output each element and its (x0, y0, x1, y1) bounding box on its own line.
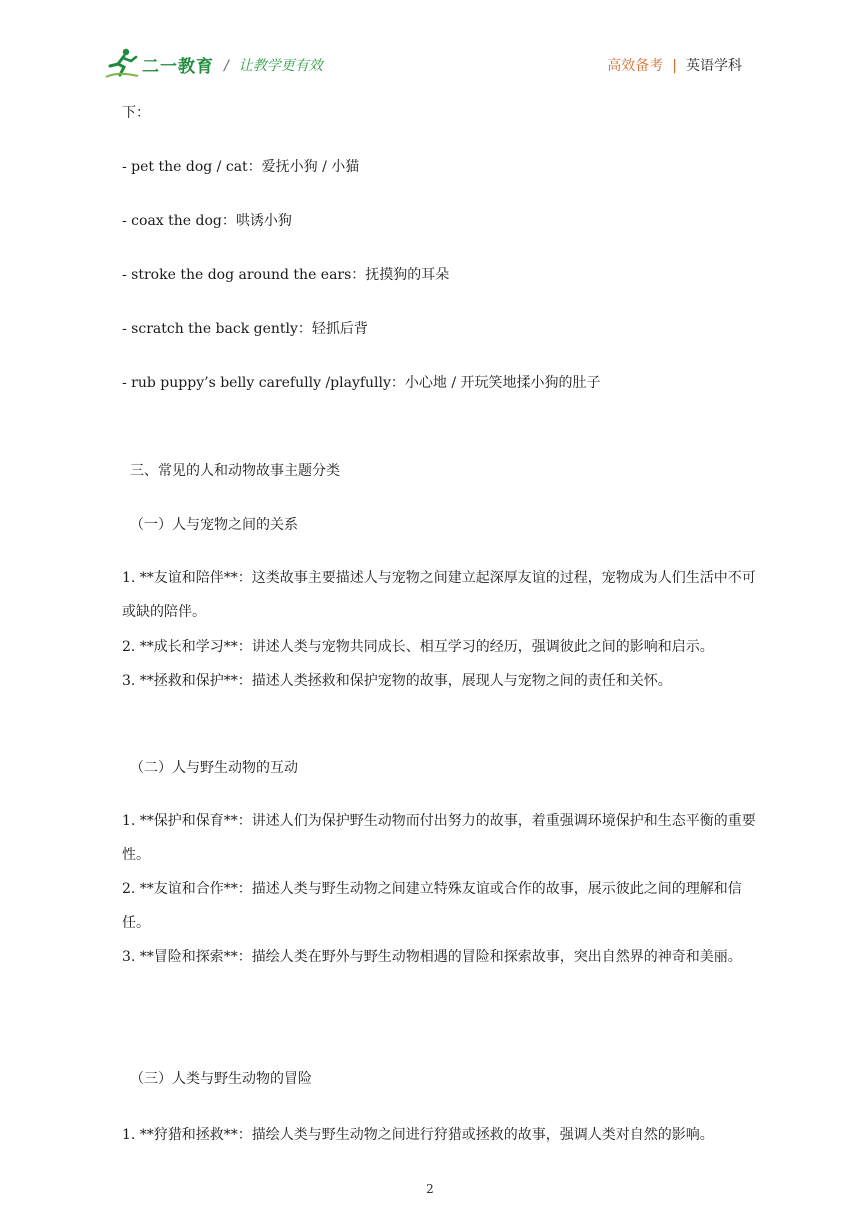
list-item: 1. **友谊和陪伴**：这类故事主要描述人与宠物之间建立起深厚友谊的过程，宠物成为人们生活中不可或缺的陪伴。 (122, 570, 756, 620)
header-subject (607, 55, 742, 75)
vocab-item: - pet the dog / cat：爱抚小狗 / 小猫 (122, 159, 360, 175)
slogan-text: 让教学更有效 (238, 58, 323, 74)
header-label-exam: 高效备考 (607, 58, 664, 74)
body-line: 下： (122, 105, 150, 121)
subsection-heading: （一）人与宠物之间的关系 (130, 517, 298, 533)
section-heading: 三、常见的人和动物故事主题分类 (130, 463, 340, 479)
list-item: 1. **狩猎和拯救**：描绘人类与野生动物之间进行狩猎或拯救的故事，强调人类对自然的影响。 (122, 1127, 714, 1143)
list-item: 3. **冒险和探索**：描绘人类在野外与野生动物相遇的冒险和探索故事，突出自然界的神奇和美丽。 (122, 949, 742, 965)
list-item: 1. **保护和保育**：讲述人们为保护野生动物而付出努力的故事，着重强调环境保护和生态平衡的重要性。 (122, 813, 756, 863)
header-label-subject: 英语学科 (686, 58, 742, 74)
header-separator: | (672, 58, 677, 74)
list-item: 2. **友谊和合作**：描述人类与野生动物之间建立特殊友谊或合作的故事，展示彼此之间的理解和信任。 (122, 881, 742, 931)
vocab-item: - coax the dog：哄诱小狗 (122, 213, 292, 229)
vocab-item: - stroke the dog around the ears：抚摸狗的耳朵 (122, 267, 450, 283)
subsection-heading: （二）人与野生动物的互动 (130, 760, 298, 776)
runner-logo-icon (104, 47, 140, 79)
slogan: / 让教学更有效 (224, 58, 323, 74)
list-item: 3. **拯救和保护**：描述人类拯救和保护宠物的故事，展现人与宠物之间的责任和关怀。 (122, 673, 672, 689)
vocab-item: - scratch the back gently：轻抓后背 (122, 321, 368, 337)
list-item: 2. **成长和学习**：讲述人类与宠物共同成长、相互学习的经历，强调彼此之间的影响和启示。 (122, 639, 714, 655)
brand-name: 二一教育 (142, 57, 214, 77)
page-number: 2 (426, 1182, 434, 1196)
page-header (0, 0, 860, 95)
subsection-heading: （三）人类与野生动物的冒险 (130, 1071, 312, 1087)
vocab-item: - rub puppy’s belly carefully /playfully：小心地 / 开玩笑地揉小狗的肚子 (122, 375, 601, 391)
